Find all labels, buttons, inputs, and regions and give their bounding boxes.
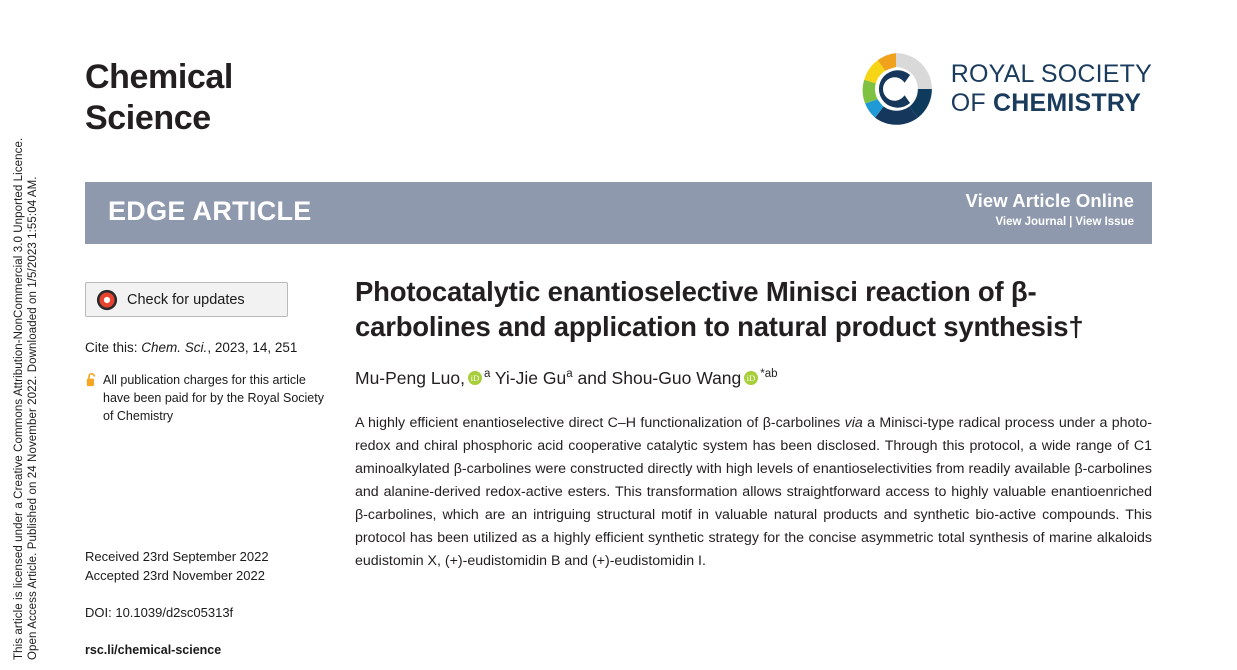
- licence-sidebar: [0, 0, 40, 670]
- author-name-2[interactable]: Yi-Jie Gu: [494, 367, 567, 388]
- title-line-3: synthesis†: [943, 310, 1084, 342]
- journal-masthead: [85, 57, 233, 140]
- journal-name-line-1: Chemical: [85, 58, 233, 96]
- author-affil-3: *ab: [760, 368, 778, 381]
- view-article-online-label: View Article Online: [965, 190, 1134, 211]
- orcid-icon[interactable]: [468, 371, 482, 385]
- licence-sidetext-line-1: Open Access Article. Published on 24 November 2022. Downloaded on 1/5/2023 1:55:04 AM.: [27, 176, 39, 660]
- citation-line: [85, 339, 333, 357]
- author-name-3[interactable]: and Shou-Guo Wang: [577, 367, 742, 388]
- page-title: [355, 275, 1152, 345]
- licence-sidetext-line-2: This article is licensed under a Creative Commons Attribution-NonCommercial 3.0 Unported Licence.: [13, 137, 25, 660]
- title-line-2: β-carbolines and application to natural product: [355, 276, 1037, 342]
- check-for-updates-label: Check for updates: [127, 291, 245, 308]
- royal-society-of-chemistry-logo: [857, 50, 1152, 128]
- rsc-line-1: ROYAL SOCIETY: [950, 59, 1152, 88]
- article-content-column: [355, 275, 1152, 574]
- view-online-block: [966, 190, 1134, 228]
- author-affil-1: a: [483, 368, 491, 381]
- received-date: Received 23rd September 2022: [85, 549, 269, 564]
- author-list: [355, 367, 1152, 390]
- cite-journal: Chem. Sci.: [141, 340, 208, 355]
- author-affil-2: a: [566, 368, 573, 381]
- cite-rest: , 2023, 14, 251: [207, 340, 298, 355]
- rsc-roundel-icon: [857, 50, 935, 128]
- open-access-icon: [85, 372, 98, 387]
- rsc-line-2-bold: CHEMISTRY: [993, 89, 1142, 117]
- metadata-column: [85, 282, 333, 426]
- orcid-icon[interactable]: [744, 371, 758, 385]
- article-type-label: EDGE ARTICLE: [108, 196, 312, 226]
- view-journal-link[interactable]: View Journal: [995, 216, 1067, 228]
- view-issue-link[interactable]: View Issue: [1075, 216, 1134, 228]
- doi-text[interactable]: DOI: 10.1039/d2sc05313f: [85, 604, 234, 620]
- publication-charges-note: [85, 371, 333, 425]
- article-type-banner: [85, 182, 1152, 244]
- view-links[interactable]: [966, 216, 1134, 228]
- accepted-date: Accepted 23rd November 2022: [85, 567, 265, 583]
- abstract-text: A highly efficient enantioselective direct C–H functionalization of β-carbolines via a Minisci-type radical process under a photo-redox and chiral phosphoric acid cooperative catalytic system has been disclosed. Through this protocol, a wide range of C1 aminoalkylated β-carbolines were constructed directly with high levels of enantioselectivities from readily available β-carbolines and alanine-derived redox-active esters. This transformation allows straightforward access to highly valuable enantioenriched β-carbolines, which are an intriguing structural motif in valuable natural products and synthetic bio-active compounds. This protocol has been utilized as a highly efficient synthetic strategy for the concise asymmetric total synthesis of marine alkaloids eudistomin X, (+)-eudistomidin B and (+)-eudistomidin I.: [355, 414, 1152, 570]
- publication-charges-text: All publication charges for this article have been paid for by the Royal Society of Chemistry: [103, 373, 324, 424]
- link-separator: |: [1069, 216, 1073, 228]
- svg-text:iD: iD: [470, 372, 480, 383]
- crossmark-icon: [96, 289, 118, 311]
- rsc-wordmark: [951, 60, 1152, 119]
- title-line-1: Photocatalytic enantioselective Minisci reaction of: [355, 276, 1004, 307]
- author-name-1[interactable]: Mu-Peng Luo,: [355, 367, 465, 388]
- journal-name-line-2: Science: [85, 99, 211, 138]
- dates-and-doi-block: [85, 548, 335, 659]
- check-for-updates-button[interactable]: [85, 282, 288, 317]
- journal-short-link[interactable]: rsc.li/chemical-science: [85, 642, 222, 657]
- rsc-line-2-prefix: OF: [950, 89, 993, 117]
- svg-text:iD: iD: [746, 372, 756, 383]
- cite-prefix: Cite this:: [85, 340, 142, 355]
